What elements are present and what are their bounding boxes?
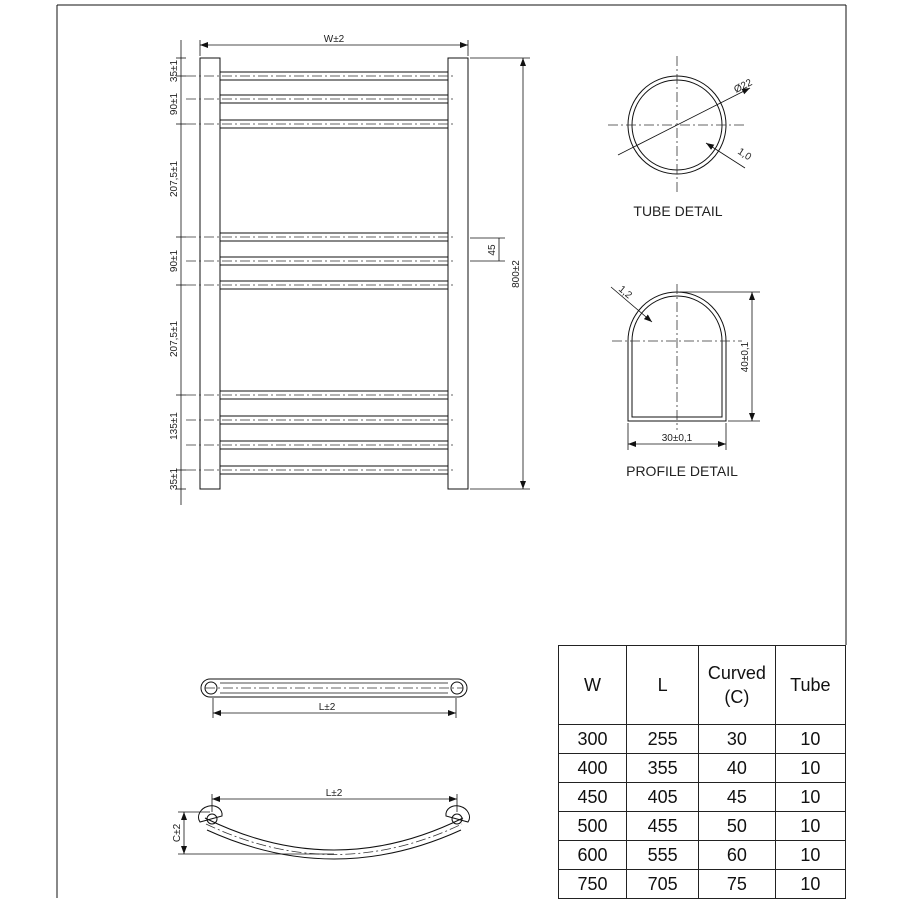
cell-w: 300 xyxy=(559,725,627,754)
crossbars xyxy=(186,72,456,474)
width-dim-label: W±2 xyxy=(323,34,345,45)
left-dim-label: 135±1 xyxy=(169,412,180,440)
cell-c: 40 xyxy=(699,754,776,783)
cell-l: 555 xyxy=(627,841,699,870)
curve-depth-label: C±2 xyxy=(172,823,183,843)
table-header-row xyxy=(559,646,846,725)
cell-c: 60 xyxy=(699,841,776,870)
cell-w: 500 xyxy=(559,812,627,841)
profile-detail-caption: PROFILE DETAIL xyxy=(626,463,738,479)
cell-w: 600 xyxy=(559,841,627,870)
bar-pitch-dim-label: 45 xyxy=(487,244,498,256)
cell-c: 30 xyxy=(699,725,776,754)
profile-radius-label: 1,2 xyxy=(616,283,634,302)
cell-l: 455 xyxy=(627,812,699,841)
header-curved-line1: Curved xyxy=(707,663,766,683)
tube-detail xyxy=(608,56,755,219)
tube-diameter-label: Ø22 xyxy=(732,77,755,96)
header-l: L xyxy=(627,646,699,725)
table-row xyxy=(559,841,846,870)
cell-l: 255 xyxy=(627,725,699,754)
cell-w: 450 xyxy=(559,783,627,812)
cell-tube: 10 xyxy=(775,841,845,870)
left-dim-label: 207,5±1 xyxy=(169,160,180,198)
size-table xyxy=(558,645,846,899)
table-row xyxy=(559,812,846,841)
header-curved xyxy=(699,646,776,725)
cell-w: 750 xyxy=(559,870,627,899)
table-row xyxy=(559,725,846,754)
profile-detail xyxy=(611,284,760,479)
left-dim-label: 90±1 xyxy=(169,92,180,116)
curved-rail-outer xyxy=(205,818,463,850)
cell-tube: 10 xyxy=(775,870,845,899)
tube-detail-caption: TUBE DETAIL xyxy=(633,203,723,219)
table-row xyxy=(559,870,846,899)
header-curved-line2: (C) xyxy=(724,687,750,707)
tube-wall-label: 1,0 xyxy=(735,146,754,164)
cell-c: 50 xyxy=(699,812,776,841)
left-dim-label: 35±1 xyxy=(169,59,180,83)
height-dim-label: 800±2 xyxy=(511,260,522,288)
cell-l: 355 xyxy=(627,754,699,783)
cell-c: 75 xyxy=(699,870,776,899)
cell-l: 705 xyxy=(627,870,699,899)
straight-top-view xyxy=(201,679,467,718)
cell-tube: 10 xyxy=(775,812,845,841)
table-row xyxy=(559,754,846,783)
header-tube: Tube xyxy=(775,646,845,725)
curved-length-label: L±2 xyxy=(325,788,343,799)
left-dim-label: 90±1 xyxy=(169,249,180,273)
cell-c: 45 xyxy=(699,783,776,812)
table-row xyxy=(559,783,846,812)
cell-tube: 10 xyxy=(775,725,845,754)
cell-w: 400 xyxy=(559,754,627,783)
header-w: W xyxy=(559,646,627,725)
cell-tube: 10 xyxy=(775,783,845,812)
curved-top-view xyxy=(172,788,469,859)
front-elevation xyxy=(169,34,530,505)
cell-tube: 10 xyxy=(775,754,845,783)
profile-width-label: 30±0,1 xyxy=(661,433,693,444)
left-upright xyxy=(200,58,220,489)
right-upright xyxy=(448,58,468,489)
cell-l: 405 xyxy=(627,783,699,812)
left-dim-label: 207,5±1 xyxy=(169,320,180,358)
straight-length-label: L±2 xyxy=(318,702,336,713)
profile-height-label: 40±0,1 xyxy=(740,341,751,373)
left-dim-label: 35±1 xyxy=(169,467,180,491)
